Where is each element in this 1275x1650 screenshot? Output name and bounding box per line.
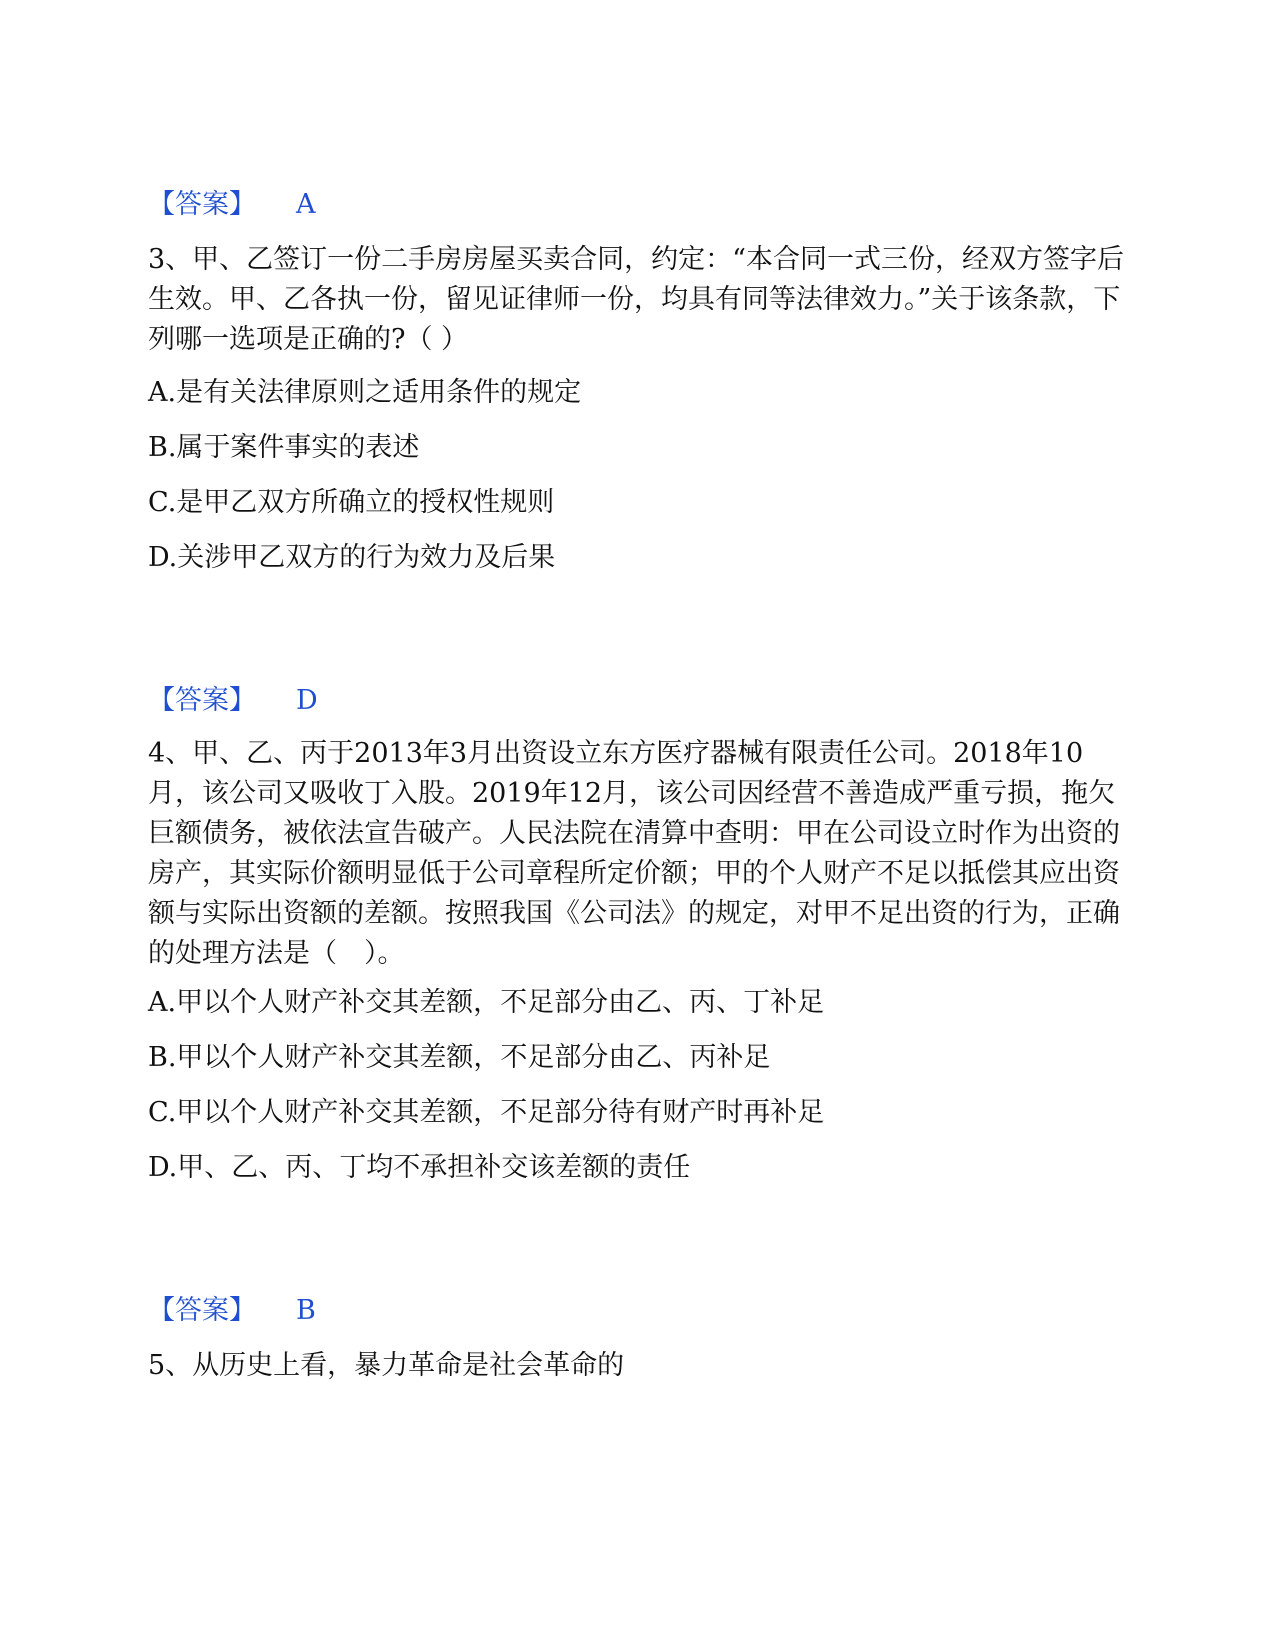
question-3-option-b: B.属于案件事实的表述 bbox=[148, 432, 420, 463]
question-3-option-d: D.关涉甲乙双方的行为效力及后果 bbox=[148, 542, 556, 573]
answer-line bbox=[148, 188, 316, 222]
question-4-option-d: D.甲、乙、丙、丁均不承担补交该差额的责任 bbox=[148, 1152, 691, 1183]
answer-value: A bbox=[296, 189, 316, 220]
answer-label: 【答案】 bbox=[148, 1295, 256, 1326]
question-4-option-b: B.甲以个人财产补交其差额，不足部分由乙、丙补足 bbox=[148, 1042, 771, 1073]
answer-line bbox=[148, 684, 318, 718]
question-3-stem: 3、甲、乙签订一份二手房房屋买卖合同，约定：“本合同一式三份，经双方签字后生效。甲、乙各执一份，留见证律师一份，均具有同等法律效力。”关于该条款，下列哪一选项是正确的?（ ） bbox=[148, 244, 1124, 355]
question-3-option-a: A.是有关法律原则之适用条件的规定 bbox=[148, 377, 582, 408]
answer-line bbox=[148, 1294, 316, 1328]
answer-value: B bbox=[296, 1295, 316, 1326]
question-4-stem: 4、甲、乙、丙于2013年3月出资设立东方医疗器械有限责任公司。2018年10月，该公司又吸收丁入股。2019年12月，该公司因经营不善造成严重亏损，拖欠巨额债务，被依法宣告破产。人民法院在清算中查明：甲在公司设立时作为出资的房产，其实际价额明显低于公司章程所定价额；甲的个人财产不足以抵偿其应出资额与实际出资额的差额。按照我国《公司法》的规定，对甲不足出资的行为，正确的处理方法是（ ）。 bbox=[148, 738, 1120, 969]
answer-label: 【答案】 bbox=[148, 685, 256, 716]
question-4-option-a: A.甲以个人财产补交其差额，不足部分由乙、丙、丁补足 bbox=[148, 987, 825, 1018]
answer-label: 【答案】 bbox=[148, 189, 256, 220]
question-3-option-c: C.是甲乙双方所确立的授权性规则 bbox=[148, 487, 555, 518]
question-5-stem: 5、从历史上看，暴力革命是社会革命的 bbox=[148, 1350, 625, 1381]
question-4-option-c: C.甲以个人财产补交其差额，不足部分待有财产时再补足 bbox=[148, 1097, 825, 1128]
answer-value: D bbox=[296, 685, 318, 716]
